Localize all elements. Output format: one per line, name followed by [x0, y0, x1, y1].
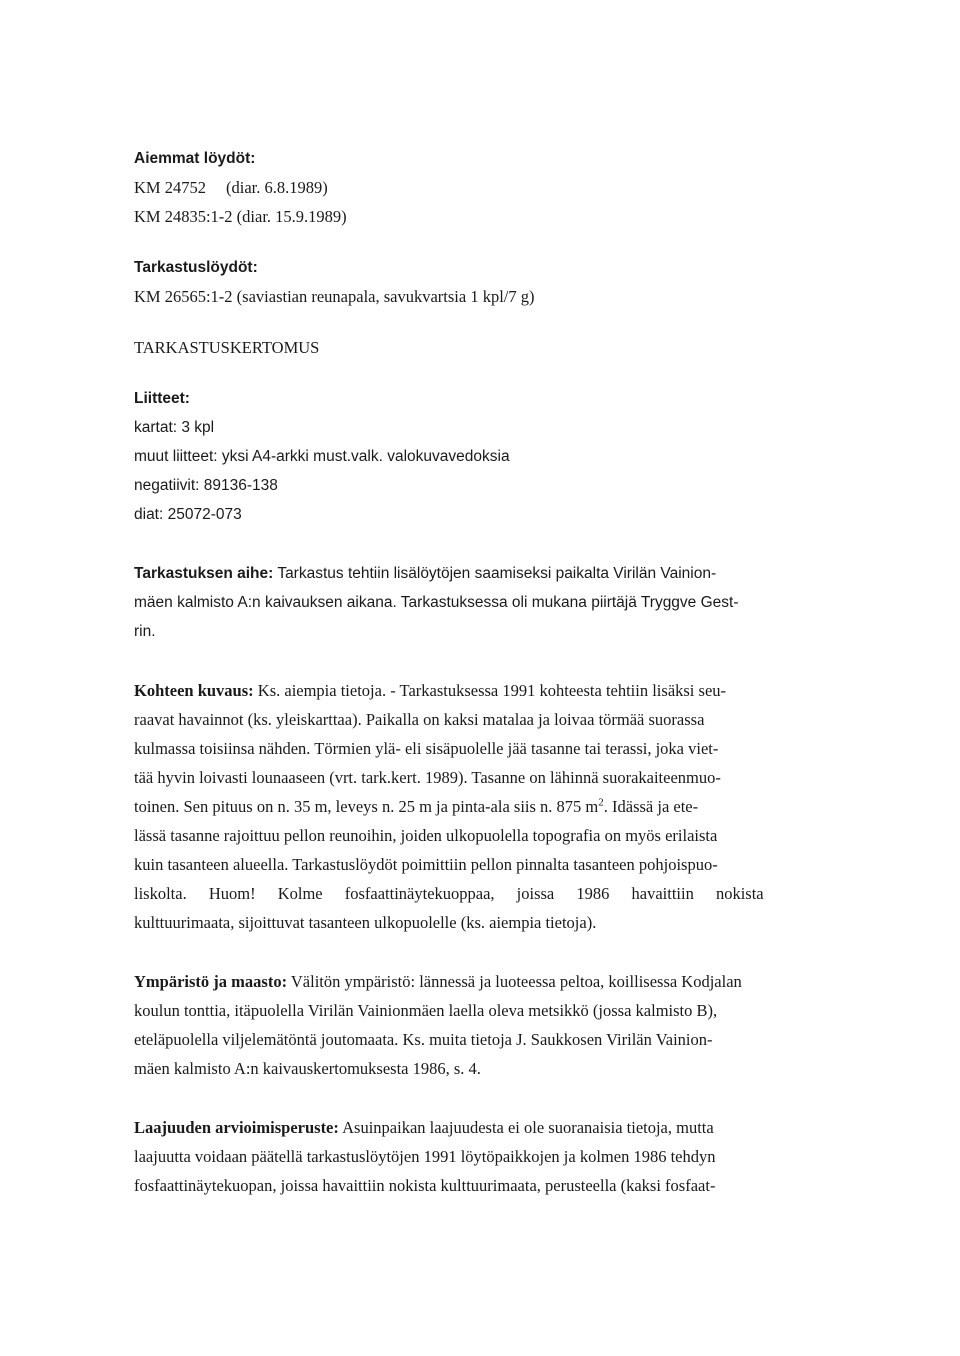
aiemmat-item-1: KM 24752 (diar. 6.8.1989)	[134, 178, 328, 197]
aihe-line-3: rin.	[134, 623, 156, 640]
kohde-line-2: raavat havainnot (ks. yleiskarttaa). Paikalla on kaksi matalaa ja loivaa törmää suorassa	[134, 710, 705, 729]
kohde-line-1: Kohteen kuvaus: Ks. aiempia tietoja. - Tarkastuksessa 1991 kohteesta tehtiin lisäksi seu-	[134, 681, 727, 700]
kohde-line-7: kuin tasanteen alueella. Tarkastuslöydöt poimittiin pellon pinnalta tasanteen pohjoispuo-	[134, 855, 718, 874]
liitteet-line-2: muut liitteet: yksi A4-arkki must.valk. valokuvavedoksia	[134, 448, 510, 465]
ymparisto-section	[134, 967, 834, 1083]
aihe-section	[134, 559, 834, 646]
aihe-line-1: Tarkastuksen aihe: Tarkastus tehtiin lisälöytöjen saamiseksi paikalta Virilän Vainion-	[134, 565, 717, 582]
ymparisto-line-3: eteläpuolella viljelemätöntä joutomaata. Ks. muita tietoja J. Saukkosen Virilän Vainion-	[134, 1030, 713, 1049]
aiemmat-title: Aiemmat löydöt:	[134, 150, 256, 167]
ymparisto-line-2: koulun tonttia, itäpuolella Virilän Vainionmäen laella oleva metsikkö (jossa kalmisto B),	[134, 1001, 718, 1020]
aihe-line-2: mäen kalmisto A:n kaivauksen aikana. Tarkastuksessa oli mukana piirtäjä Tryggve Gest-	[134, 594, 739, 611]
kohde-line-4: tää hyvin loivasti lounaaseen (vrt. tark.kert. 1989). Tasanne on lähinnä suorakaiteenmuo-	[134, 768, 721, 787]
ymparisto-line-4: mäen kalmisto A:n kaivauskertomuksesta 1986, s. 4.	[134, 1059, 481, 1078]
laajuus-line-2: laajuutta voidaan päätellä tarkastuslöytöjen 1991 löytöpaikkojen ja kolmen 1986 tehdyn	[134, 1147, 716, 1166]
liitteet-title: Liitteet:	[134, 390, 190, 407]
kohde-line-6: lässä tasanne rajoittuu pellon reunoihin, joiden ulkopuolella topografia on myös erilaista	[134, 826, 718, 845]
kohde-line-3: kulmassa toisiinsa nähden. Törmien ylä- eli sisäpuolelle jää tasanne tai terassi, joka viet-	[134, 739, 719, 758]
tarkastuslo-title: Tarkastuslöydöt:	[134, 259, 258, 276]
laajuus-line-1: Laajuuden arvioimisperuste: Asuinpaikan laajuudesta ei ole suoranaisia tietoja, mutta	[134, 1118, 714, 1137]
liitteet-line-3: negatiivit: 89136-138	[134, 477, 278, 494]
liitteet-line-1: kartat: 3 kpl	[134, 419, 215, 436]
kohde-line-5: toinen. Sen pituus on n. 35 m, leveys n. 25 m ja pinta-ala siis n. 875 $m^2$. Idässä ja ete-	[134, 796, 699, 816]
report-title: TARKASTUSKERTOMUS	[134, 338, 320, 357]
ymparisto-line-1: Ympäristö ja maasto: Välitön ympäristö: lännessä ja luoteessa peltoa, koillisessa Kodjalan	[134, 972, 742, 991]
kohde-line-9: kulttuurimaata, sijoittuvat tasanteen ulkopuolelle (ks. aiempia tietoja).	[134, 913, 597, 932]
aiemmat-item-2: KM 24835:1-2 (diar. 15.9.1989)	[134, 207, 347, 226]
kohde-line-8: liskolta. Huom! Kolme fosfaattinäytekuoppaa, joissa 1986 havaittiin nokista	[134, 884, 764, 903]
laajuus-line-3: fosfaattinäytekuopan, joissa havaittiin nokista kulttuurimaata, perusteella (kaksi fosfaat-	[134, 1176, 716, 1195]
document-page	[134, 144, 834, 1200]
laajuus-section	[134, 1113, 834, 1200]
liitteet-line-4: diat: 25072-073	[134, 506, 242, 523]
kohde-section	[134, 676, 834, 937]
tarkastuslo-item: KM 26565:1-2 (saviastian reunapala, savukvartsia 1 kpl/7 g)	[134, 287, 535, 306]
